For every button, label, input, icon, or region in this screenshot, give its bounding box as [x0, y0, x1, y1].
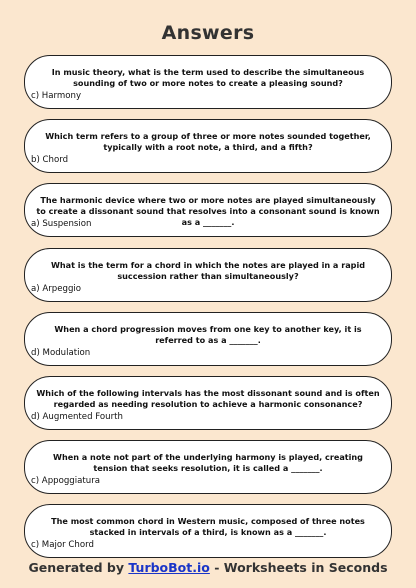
question-text: In music theory, what is the term used to describe the simultaneous sounding of two or more notes to create a pleasing sound? [51, 67, 365, 88]
question-text: The most common chord in Western music, composed of three notes stacked in intervals of a third, is known as a _______. [51, 516, 365, 538]
answer-text: a) Arpeggio [31, 283, 82, 294]
answer-card [24, 248, 392, 302]
question-text: When a chord progression moves from one key to another key, it is referred to as a _______. [54, 323, 362, 345]
answer-card [24, 312, 392, 366]
answer-card [24, 504, 392, 558]
answer-card [24, 183, 392, 237]
answer-text: d) Modulation [31, 347, 91, 358]
answer-card [24, 376, 392, 430]
question-text: The harmonic device where two or more notes are played simultaneously to create a dissonant sound that resolves into a consonant sound is known as a _______. [36, 195, 380, 228]
page-title: Answers [161, 22, 255, 44]
question-text: Which of the following intervals has the most dissonant sound and is often regarded as needing resolution to achieve a harmonic consonance? [36, 387, 380, 409]
answer-list [24, 55, 392, 569]
answer-text: c) Appoggiatura [31, 476, 101, 487]
answer-text: a) Suspension [31, 219, 92, 230]
answer-text: b) Chord [31, 155, 69, 166]
question-text: Which term refers to a group of three or more notes sounded together, typically with a root note, a third, and a fifth? [45, 131, 371, 153]
answer-card [24, 55, 392, 109]
question-text: What is the term for a chord in which the notes are played in a rapid succession rather than simultaneously? [50, 259, 366, 281]
footer [0, 560, 416, 575]
answer-card [24, 440, 392, 494]
footer-prefix: Generated by [28, 560, 129, 575]
question-text: When a note not part of the underlying harmony is played, creating tension that seeks resolution, it is called a _______. [53, 452, 363, 474]
answer-text: d) Augmented Fourth [31, 411, 123, 422]
turbobot-link[interactable]: TurboBot.io [128, 560, 210, 575]
answer-text: c) Major Chord [31, 540, 94, 551]
answer-text: c) Harmony [31, 91, 82, 101]
footer-suffix: - Worksheets in Seconds [209, 560, 388, 575]
answer-card [24, 119, 392, 173]
